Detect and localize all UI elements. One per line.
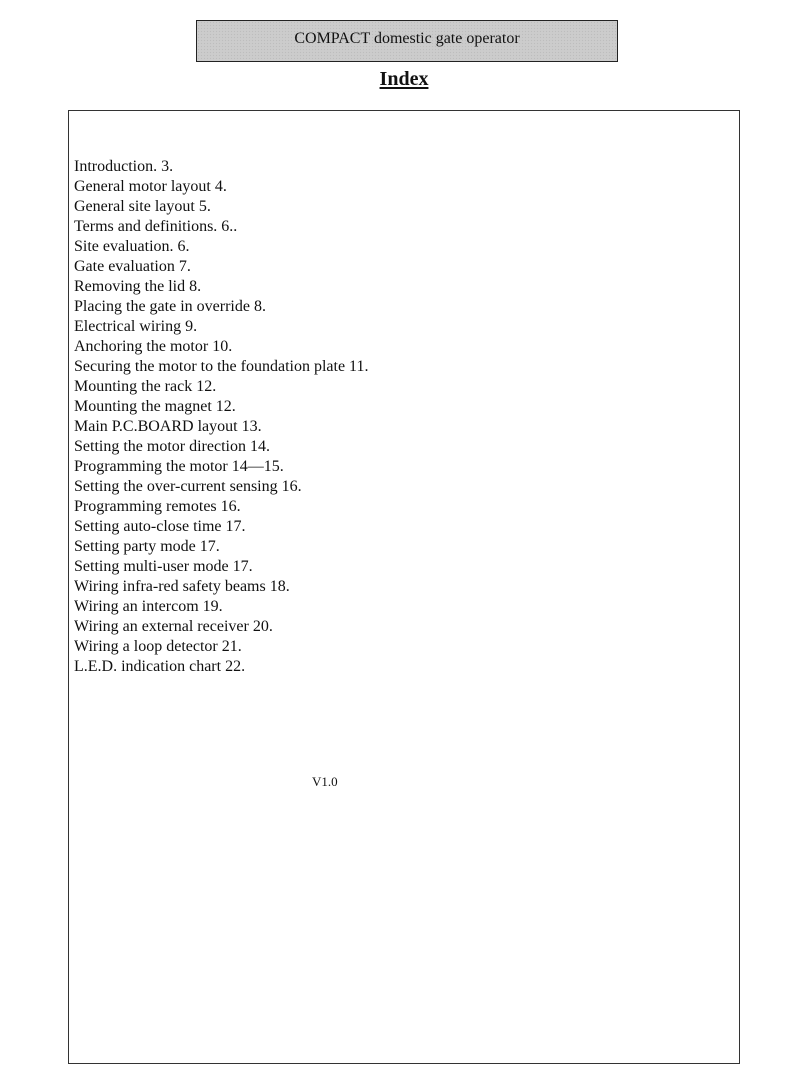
toc-item: Gate evaluation 7. xyxy=(74,258,191,275)
version-label: V1.0 xyxy=(312,774,338,789)
toc-item: Introduction. 3. xyxy=(74,158,174,175)
table-of-contents xyxy=(74,157,368,677)
index-content-frame xyxy=(68,110,740,1064)
toc-item: Placing the gate in override 8. xyxy=(74,298,266,315)
toc-item: Site evaluation. 6. xyxy=(74,238,190,255)
toc-item: Setting multi-user mode 17. xyxy=(74,558,253,575)
toc-item: Setting party mode 17. xyxy=(74,538,220,555)
toc-item: Setting auto-close time 17. xyxy=(74,518,246,535)
document-header-box xyxy=(196,20,618,62)
toc-item: L.E.D. indication chart 22. xyxy=(74,658,246,675)
toc-item: Programming the motor 14—15. xyxy=(74,458,284,475)
toc-item: Removing the lid 8. xyxy=(74,278,202,295)
toc-item: Main P.C.BOARD layout 13. xyxy=(74,418,262,435)
toc-item: Terms and definitions. 6.. xyxy=(74,218,238,235)
toc-item: Setting the motor direction 14. xyxy=(74,438,270,455)
toc-item: Wiring an intercom 19. xyxy=(74,598,223,615)
toc-item: Electrical wiring 9. xyxy=(74,318,198,335)
page-title: Index xyxy=(379,68,429,90)
toc-item: Mounting the rack 12. xyxy=(74,378,217,395)
toc-item: Programming remotes 16. xyxy=(74,498,241,515)
toc-item: General site layout 5. xyxy=(74,198,211,215)
toc-item: Wiring a loop detector 21. xyxy=(74,638,242,655)
toc-item: General motor layout 4. xyxy=(74,178,227,195)
toc-item: Anchoring the motor 10. xyxy=(74,338,233,355)
toc-item: Securing the motor to the foundation plate 11. xyxy=(74,358,369,375)
toc-item: Wiring infra-red safety beams 18. xyxy=(74,578,290,595)
document-header-title: COMPACT domestic gate operator xyxy=(294,30,520,47)
toc-item: Wiring an external receiver 20. xyxy=(74,618,273,635)
toc-item: Setting the over-current sensing 16. xyxy=(74,478,302,495)
toc-item: Mounting the magnet 12. xyxy=(74,398,236,415)
